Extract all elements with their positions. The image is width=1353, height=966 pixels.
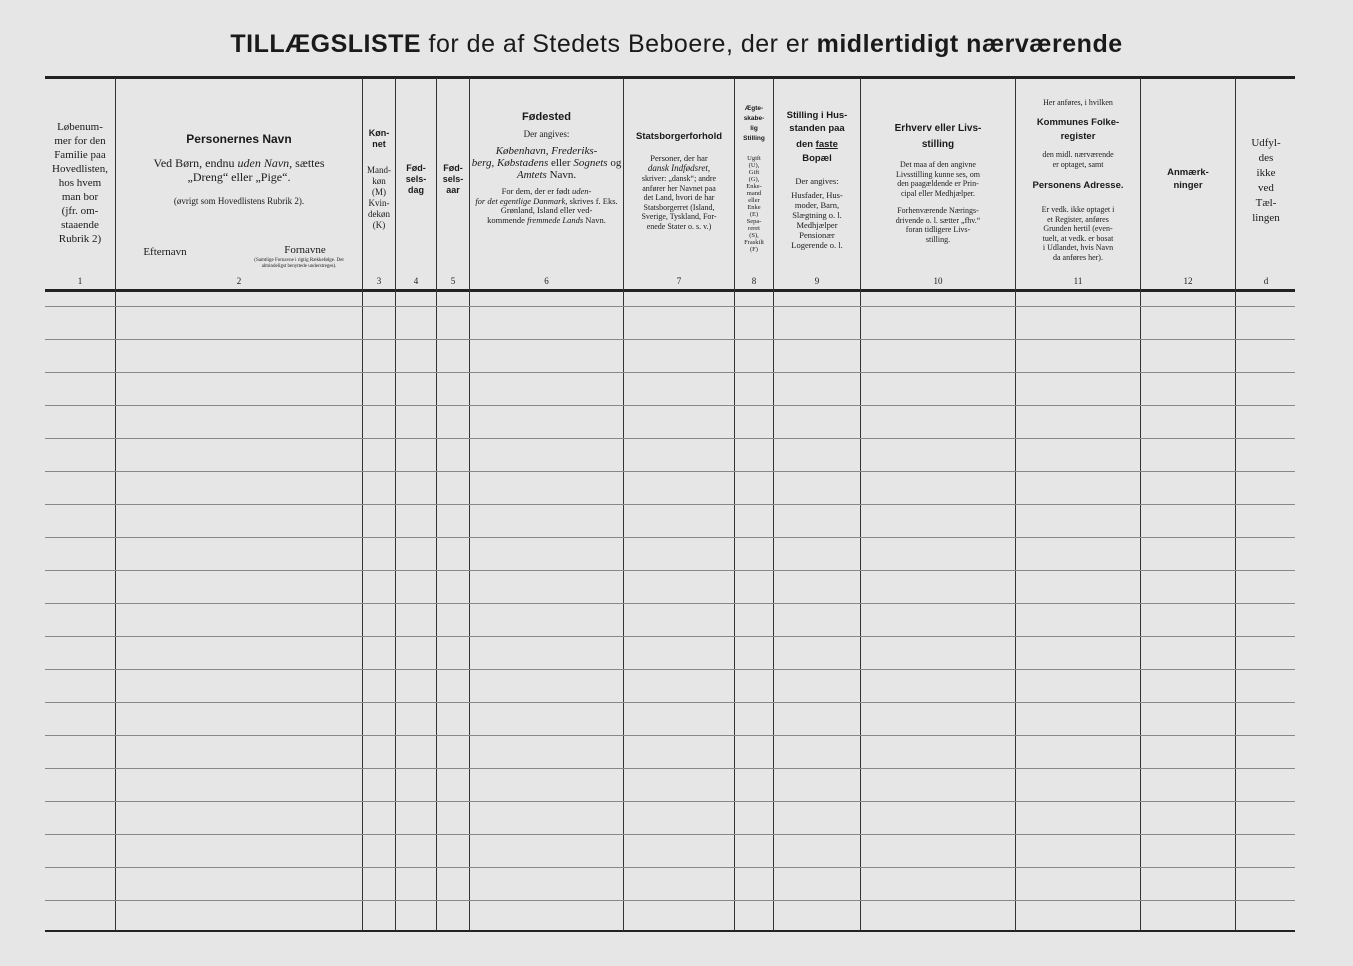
col2-line2: „Dreng“ eller „Pige“.: [187, 170, 291, 184]
col6-para2: [472, 187, 621, 225]
entry-row-line: [45, 636, 1295, 637]
entry-row-line: [45, 801, 1295, 802]
col11-top: Her anføres, i hvilken: [1043, 98, 1113, 107]
col9-text: Husfader, Hus- moder, Barn, Slægtning o. l. Medhjælper Pensionær Logerende o. l.: [791, 190, 843, 250]
col10-text1: Det maa af den angivne Livsstilling kunne ses, om den paagældende er Prin- cipal eller Medhjælper.: [896, 160, 980, 198]
col5-heading: Fød- sels- aar: [442, 163, 464, 195]
col6-p2a: For dem, der er født: [501, 186, 570, 196]
col2-line1: [116, 156, 362, 170]
col6-p2b: uden- for det egentlige Danmark,: [475, 186, 592, 206]
col3-heading: Køn- net: [368, 128, 390, 149]
col6-and: og: [610, 157, 622, 169]
col9-faste: faste: [815, 139, 838, 150]
col6-cities: København, Frederiks- berg, Købstadens: [471, 145, 598, 169]
entry-row-line: [45, 405, 1295, 406]
col6-name: Navn.: [549, 169, 577, 181]
entry-row-line: [45, 900, 1295, 901]
col9-sub: Der angives:: [795, 176, 839, 186]
header-bottom-rule: [45, 289, 1295, 292]
colnum-6: 6: [544, 276, 549, 286]
entry-row-line: [45, 702, 1295, 703]
colnum-8: 8: [751, 276, 757, 286]
col2-firstnames-label: Fornavne: [284, 244, 326, 256]
entry-row-line: [45, 834, 1295, 835]
entry-row-line: [45, 735, 1295, 736]
col7-heading: Statsborgerforhold: [635, 131, 723, 142]
col7-italic: dansk Indfødsret,: [647, 163, 711, 173]
colnum-10: 10: [933, 276, 943, 286]
entry-row-line: [45, 372, 1295, 373]
entry-row-line: [45, 603, 1295, 604]
entry-row-line: [45, 537, 1295, 538]
col3-text: Mand- køn (M) Kvin- dekøn (K): [367, 165, 391, 230]
col2-firstnames-note: (Samtlige Fornavne i rigtig Rækkefølge. Det almindeligst benyttede understreges).: [254, 258, 344, 269]
col10-text2: Forhenværende Nærings- drivende o. l. sætter „fhv.“ foran tidligere Livs- stilling.: [895, 206, 981, 244]
col6-p2c: skrives f. Eks. Grønland, Island eller ved- kommende: [487, 195, 618, 225]
col9-den: den: [796, 139, 814, 150]
col9-heading-line3: [774, 138, 860, 151]
top-rule: [45, 76, 1295, 79]
entry-row-line: [45, 504, 1295, 505]
col4-heading: Fød- sels- dag: [405, 163, 427, 195]
colnum-11: 11: [1073, 276, 1083, 286]
colnum-2: 2: [236, 276, 242, 286]
title-middle: for de af Stedets Beboere, der er: [428, 30, 810, 58]
entry-row-line: [45, 867, 1295, 868]
col6-parish: Sognets: [573, 157, 608, 169]
col2-line1-c: sættes: [295, 156, 325, 170]
colnum-13: d: [1263, 276, 1269, 286]
col13-header: Udfyl- des ikke ved Tæl- lingen: [1251, 137, 1281, 224]
col9-heading-line4: Bopæl: [802, 153, 832, 164]
col11-text: Er vedk. ikke optaget i et Register, anføres Grunden hertil (even- tuelt, at vedk. er bosat i Udlandet, hvis Navn da anføres her).: [1041, 205, 1115, 262]
col9-heading: Stilling i Hus- standen paa: [786, 110, 848, 134]
colnum-4: 4: [413, 276, 419, 286]
colnum-5: 5: [450, 276, 456, 286]
title-end: midlertidigt nærværende: [816, 30, 1123, 58]
col8-text: Ugift (U), Gift (G), Enke- mand eller Enke (E) Sepa- reret (S), Fraskilt (F): [744, 155, 764, 253]
col8-heading: Ægte- skabe- lig Stilling: [743, 105, 765, 142]
col12-heading: Anmærk- ninger: [1167, 167, 1209, 191]
col6-para1: [470, 145, 623, 181]
col2-line1-a: Ved Børn, endnu: [153, 156, 235, 170]
entry-row-line: [45, 768, 1295, 769]
col2-line1-b: uden Navn,: [237, 156, 293, 170]
col7-text2: skriver: „dansk“; andre anfører her Navnet paa det Land, hvori de har Statsborgerret (Island, Sverige, Tyskland, For- enede Stater o. s. v.): [641, 174, 717, 231]
entry-row-line: [45, 570, 1295, 571]
entry-row-line: [45, 669, 1295, 670]
col6-heading: Fødested: [522, 111, 571, 123]
col11-heading2: Personens Adresse.: [1032, 180, 1124, 191]
col11-heading1: Kommunes Folke- register: [1036, 117, 1120, 142]
col11-mid: den midl. nærværende er optaget, samt: [1042, 150, 1114, 169]
col2-heading: Personernes Navn: [186, 132, 292, 146]
col6-p2e: Navn.: [585, 214, 606, 225]
form-title: [0, 30, 1353, 59]
col10-heading: Erhverv eller Livs- stilling: [894, 123, 982, 150]
col6-sub: Der angives:: [523, 129, 570, 139]
colnum-3: 3: [376, 276, 382, 286]
bottom-rule: [45, 930, 1295, 932]
colnum-7: 7: [676, 276, 682, 286]
title-main: TILLÆGSLISTE: [230, 30, 422, 58]
col6-county: Amtets: [516, 169, 547, 181]
colnum-1: 1: [77, 276, 83, 286]
col1-header: Løbenum- mer for den Familie paa Hovedlisten, hos hvem man bor (jfr. om- staaende Rubrik 2): [52, 121, 108, 245]
colnum-12: 12: [1183, 276, 1193, 286]
col2-surname-label: Efternavn: [143, 246, 187, 258]
entry-row-line: [45, 306, 1295, 307]
entry-row-line: [45, 438, 1295, 439]
col7-text1: Personer, der har: [650, 153, 708, 163]
col6-or: eller: [551, 157, 571, 169]
col6-p2d: fremmede Lands: [527, 214, 584, 225]
entry-row-line: [45, 339, 1295, 340]
entry-row-line: [45, 471, 1295, 472]
col2-note: (øvrigt som Hovedlistens Rubrik 2).: [173, 196, 305, 206]
colnum-9: 9: [814, 276, 820, 286]
